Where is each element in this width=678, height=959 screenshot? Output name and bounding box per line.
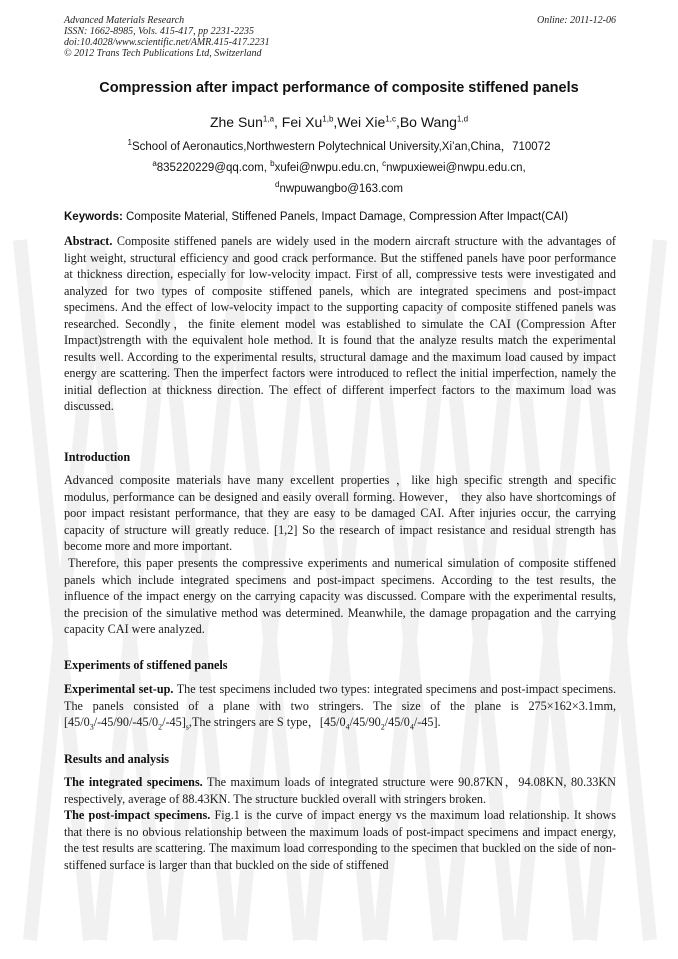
section-heading-experiments: Experiments of stiffened panels [64, 658, 228, 672]
layup-subscript: 4 [409, 722, 414, 732]
author-list [30, 114, 648, 130]
introduction-paragraph: Advanced composite materials have many excellent properties ，like high specific strength and specific modulus, performance can be designed and easily overall forming. However， they also have shortcomings of poor impact resistant performance, that they are easy to be damaged CAI. After injuries occur, the carrying capacity of structure will greatly reduce. [1,2] So the research of impact resistance and residual strength has become more and more important. [64, 473, 616, 553]
keywords-label: Keywords: [64, 211, 123, 223]
email-mark: a [152, 159, 157, 169]
paragraph-text: The test specimens included two types: integrated specimens and post-impact specimens. The panels consisted of a plane with two stringers. The size of the plane is 275×162×3.1mm, [64, 682, 616, 713]
email-address[interactable]: nwpuwangbo@163.com [279, 183, 403, 195]
online-date: Online: 2011-12-06 [537, 15, 616, 26]
author-emails [30, 159, 648, 174]
subsection-label: The post-impact specimens. [64, 808, 211, 822]
layup-subscript: s [185, 722, 189, 732]
introduction-paragraph [64, 555, 616, 638]
author-separator: , [274, 114, 282, 130]
email-mark: b [270, 159, 275, 169]
author-affiliation-mark: 1,a [262, 114, 275, 124]
layup-text: /-45]. [413, 715, 441, 729]
author-emails-line2 [30, 180, 648, 195]
affiliation-mark: 1 [127, 138, 132, 148]
layup-subscript: 4 [345, 722, 350, 732]
journal-name: Advanced Materials Research [64, 15, 185, 26]
author-separator: , [333, 114, 338, 130]
layup-text: /45/0 [384, 715, 410, 729]
layup-subscript: 2 [158, 722, 163, 732]
abstract-label: Abstract. [64, 234, 113, 248]
author-name: Fei Xu [281, 114, 323, 130]
author-name: Bo Wang [399, 114, 457, 130]
subsection-label: The integrated specimens. [64, 775, 203, 789]
paragraph-text: The maximum loads of integrated structure were 90.87KN，94.08KN, 80.33KN respectively, average of 88.43KN. The structure buckled overall with stringers broken. [64, 775, 616, 806]
keywords [64, 211, 616, 223]
author-name: Zhe Sun [209, 114, 263, 130]
layup-subscript: 2 [380, 722, 385, 732]
experimental-setup-paragraph [64, 681, 616, 731]
paragraph-text: Fig.1 is the curve of impact energy vs the maximum load relationship. It shows that there is no obvious relationship between the maximum loads of post-impact specimens and impact energy, the test results are scattering. The maximum load corresponding to the specimen that buckled on the side of non-stiffened surface is larger than that buckled on the side of stiffened [64, 808, 616, 872]
email-address[interactable]: xufei@nwpu.edu.cn, [274, 162, 383, 174]
abstract-text: Composite stiffened panels are widely used in the modern aircraft structure with the advantages of light weight, structural efficiency and good crack performance. But the stiffened panels have poor performance at thickness direction, especially for low-velocity impact. First of all, compressive tests were investigated and analyzed for two types of composite stiffened panels, which are integrated specimens and post-impact specimens. And the effect of low-velocity impact to the supporting capacity of composite stiffened panels was researched. Secondly，the finite element model was established to simulate the CAI (Compression After Impact)strength with the equivalent hole method. It is found that the analyze results match the experimental results well. According to the experimental results, structural damage and the maximum load caused by impact energy are scattering. Then the imperfect factors were introduced to reflect the initial imperfection, namely the initial deflection at thickness direction. The effect of different imperfect factors to the maximum load was discussed. [64, 234, 616, 413]
author-name: Wei Xie [337, 114, 386, 130]
affiliation-text: School of Aeronautics,Northwestern Polytechnical University,Xi’an,China，710072 [131, 141, 551, 153]
author-separator: , [395, 114, 400, 130]
integrated-specimens-paragraph [64, 774, 616, 807]
keywords-text: Composite Material, Stiffened Panels, Impact Damage, Compression After Impact(CAI) [122, 211, 569, 223]
layup-text: /45/90 [349, 715, 381, 729]
paper-title: Compression after impact performance of composite stiffened panels [99, 80, 579, 96]
layup-text: [45/0 [64, 715, 90, 729]
layup-text: /-45/90/-45/0 [93, 715, 159, 729]
layup-subscript: 3 [89, 722, 94, 732]
journal-copyright: © 2012 Trans Tech Publications Ltd, Switzerland [64, 48, 262, 59]
author-affiliation-mark: 1,d [456, 114, 469, 124]
introduction-paragraph-text: Therefore, this paper presents the compressive experiments and numerical simulation of composite stiffened panels which include integrated specimens and post-impact specimens. According to the test results, the influence of the impact energy on the carrying capacity was discussed. Compare with the experimental results, the precision of the simulative method was determined. Meanwhile, the damage propagation and the carrying capacity CAI were analyzed. [64, 556, 616, 636]
author-affiliation-mark: 1,c [385, 114, 396, 124]
paragraph-text: ,The stringers are S type， [188, 715, 320, 729]
email-mark: c [382, 159, 387, 169]
layup-text: [45/0 [319, 715, 346, 729]
section-heading-introduction: Introduction [64, 450, 131, 464]
author-affiliation-mark: 1,b [322, 114, 334, 124]
post-impact-paragraph [64, 807, 616, 873]
subsection-label: Experimental set-up. [64, 682, 174, 696]
journal-doi: doi:10.4028/www.scientific.net/AMR.415-417.2231 [64, 37, 270, 48]
layup-text: /-45] [162, 715, 186, 729]
email-address[interactable]: nwpuxiewei@nwpu.edu.cn, [386, 162, 526, 174]
section-heading-results: Results and analysis [64, 752, 169, 766]
abstract [64, 233, 616, 415]
journal-issn: ISSN: 1662-8985, Vols. 415-417, pp 2231-2235 [64, 26, 254, 37]
email-mark: d [274, 180, 280, 190]
email-address[interactable]: 835220229@qq.com, [156, 162, 271, 174]
affiliation [30, 138, 648, 154]
journal-header [64, 15, 616, 59]
